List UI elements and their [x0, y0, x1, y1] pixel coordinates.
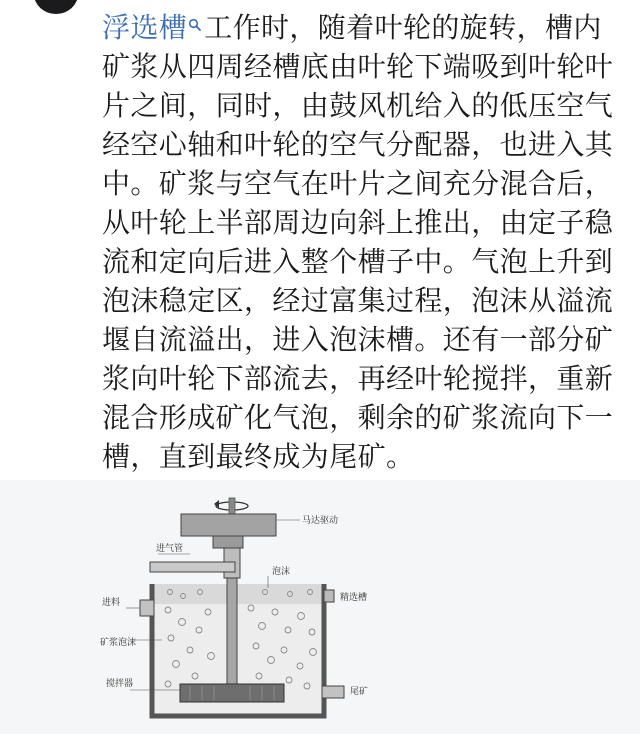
flotation-diagram	[0, 480, 640, 734]
label-slurry-foam: 矿浆泡沫	[100, 638, 137, 648]
post-paragraph	[102, 8, 614, 476]
avatar[interactable]	[34, 0, 78, 14]
tailings-outlet	[322, 686, 344, 698]
impeller-shaft	[227, 578, 237, 686]
foam-layer	[152, 584, 324, 604]
label-agitator: 搅拌器	[106, 679, 134, 689]
motor-top-shaft	[229, 498, 235, 514]
label-foam: 泡沫	[272, 567, 291, 577]
post-text: 工作时，随着叶轮的旋转，槽内矿浆从四周经槽底由叶轮下端吸到叶轮叶片之间，同时，由鼓风机给入的低压空气经空心轴和叶轮的空气分配器，也进入其中。矿浆与空气在叶片之间充分混合后，从叶轮上半部周边向斜上推出，由定子稳流和定向后进入整个槽子中。气泡上升到泡沫稳定区，经过富集过程，泡沫从溢流堰自流溢出，进入泡沫槽。还有一部分矿浆向叶轮下部流去，再经叶轮搅拌，重新混合形成矿化气泡，剩余的矿浆流向下一槽，直到最终成为尾矿。	[102, 11, 614, 473]
air-inlet-pipe	[150, 562, 235, 572]
search-icon[interactable]	[188, 18, 201, 31]
topic-link-label[interactable]: 浮选槽	[102, 11, 188, 44]
label-air-inlet: 进气管	[156, 544, 184, 554]
flotation-diagram-svg	[0, 480, 640, 734]
concentrate-tank	[324, 590, 334, 602]
topic-link[interactable]	[102, 11, 204, 44]
impeller	[180, 684, 284, 702]
post-body	[102, 8, 614, 476]
label-concentrate-tank: 精选槽	[340, 593, 368, 603]
feed-inlet	[140, 600, 154, 616]
motor-coupling	[213, 536, 243, 548]
label-tailings: 尾矿	[350, 687, 369, 697]
label-feed: 进料	[102, 598, 121, 608]
label-motor: 马达驱动	[302, 516, 339, 526]
motor-housing	[181, 514, 276, 536]
